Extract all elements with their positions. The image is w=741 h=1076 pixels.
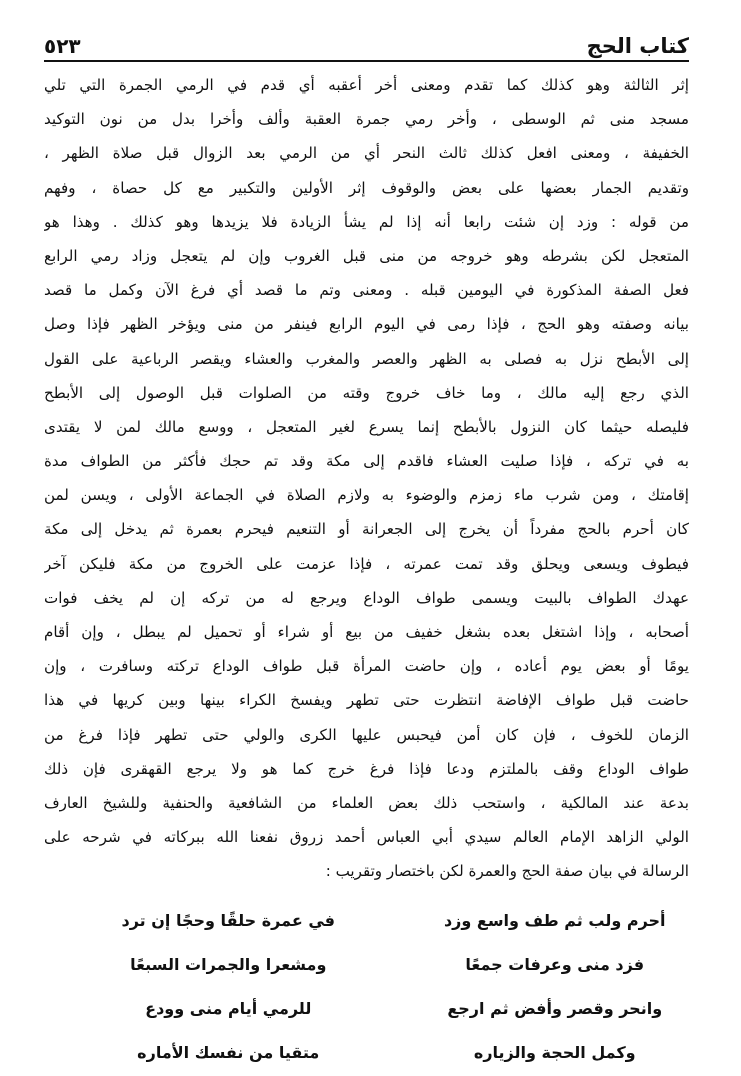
body-text (44, 68, 689, 889)
poem (44, 899, 689, 1075)
text-line: كان أحرم بالحج مفرداً أن يخرج إلى الجعرانة أو التنعيم فيحرم بعمرة ثم يدخل إلى مكة (44, 520, 689, 539)
text-line: من قوله : وزد إن شئت رابعا أنه إذا لم يشأ الزيادة فلا يزيدها وهو كذلك . وهذا هو (44, 212, 689, 231)
text-line: طواف الوداع وقف بالملتزم ودعا فإذا فرغ خرج كما هو ولا يرجع القهقرى فإن ذلك (44, 759, 689, 778)
text-line: مسجد منى ثم الوسطى ، وأخر رمي جمرة العقبة وألف وأخرا بدل من نون التوكيد (44, 110, 689, 129)
poem-verse (44, 987, 689, 1031)
verse-first-hemistich: فزد منى وعرفات جمعًا (465, 954, 645, 974)
text-line: الخفيفة ، ومعنى افعل كذلك ثالث النحر أي من الرمي بعد الزوال قبل صلاة الظهر ، (44, 144, 689, 163)
text-line: الزمان للخوف ، فإن كان أمن فيحبس عليها الكرى والولي حتى تطهر فإذا فرغ من (44, 725, 689, 744)
poem-verse (44, 1031, 689, 1075)
text-line: إقامتك ، ومن شرب ماء زمزم والوضوء به ولازم الصلاة في الجماعة الأولى ، ويسن لمن (44, 486, 689, 505)
page-number: ٥٢٣ (44, 34, 81, 58)
text-line: فيطوف ويسعى ويحلق وقد تمت عمرته ، فإذا عزمت على الخروج من مكة فليكن آخر (44, 554, 689, 573)
text-line: فليصله حيثما كان النزول بالأبطح إنما يسرع لغير المتعجل ، ووسع مالك لمن لا يقتدى (44, 417, 689, 436)
verse-first-hemistich: وكمل الحجة والزياره (473, 1042, 636, 1062)
text-line: بيانه وصفته وهو الحج ، فإذا رمى في اليوم الرابع فينفر من منى ويؤخر الظهر فإذا وصل (44, 315, 689, 334)
book-title: كتاب الحج (586, 34, 689, 58)
verse-second-hemistich: متقيا من نفسك الأماره (137, 1042, 320, 1062)
verse-second-hemistich: للرمي أيام منى وودع (145, 998, 312, 1018)
text-line: المتعجل لكن بشرطه وهو خروجه من منى قبل الغروب وإن لم يتعجل وزاد رمي الرابع (44, 246, 689, 265)
verse-second-hemistich: ومشعرا والجمرات السبعًا (130, 954, 327, 974)
verse-second-hemistich: في عمرة حلقًا وحجًا إن ترد (121, 910, 335, 930)
text-line: الذي رجع إليه مالك ، وما خاف خروج وقته من الصلوات قبل الوصول إلى الأبطح (44, 383, 689, 402)
text-line: يومًا أو بعض يوم أعاده ، وإن حاضت المرأة قبل طواف الوداع تركته وسافرت ، وإن (44, 657, 689, 676)
poem-verse (44, 943, 689, 987)
page-header (44, 26, 689, 62)
text-line: الرسالة في بيان صفة الحج والعمرة لكن باختصار وتقريب : (325, 862, 689, 881)
text-line: بدعة عند المالكية ، واستحب ذلك بعض العلماء من الشافعية والحنفية وللشيخ العارف (44, 793, 689, 812)
text-line: عهدك الطواف بالبيت ويسمى طواف الوداع ويرجع له من تركه إن لم يخف فوات (44, 588, 689, 607)
text-line: وتقديم الجمار بعضها على بعض والوقوف إثر الأولين والتكبير مع كل حصاة ، وفهم (44, 178, 689, 197)
verse-first-hemistich: أحرم ولب ثم طف واسع وزد (443, 910, 666, 930)
text-line: به في تركه ، فإذا صليت العشاء فاقدم إلى مكة وقد تم حجك فأكثر من الطواف مدة (44, 452, 689, 471)
verse-first-hemistich: وانحر وقصر وأفض ثم ارجع (447, 998, 663, 1018)
text-line: فعل الصفة المذكورة في اليومين قبله . ومعنى وتم ما قصد أي فرغ الآن وكمل ما قصد (44, 281, 689, 300)
text-line: أصحابه ، وإذا اشتغل بعده بشغل خفيف من بيع أو شراء أو تحميل لم يبطل ، وإن أقام (44, 623, 689, 641)
text-line: حاضت قبل طواف الإفاضة انتظرت حتى تطهر ويفسخ الكراء بينها وبين كريها في هذا (44, 691, 689, 710)
poem-verse (44, 899, 689, 943)
text-line: إثر الثالثة وهو كذلك كما تقدم ومعنى أخر أعقبه أي قدم في الرمي الجمرة التي تلي (44, 76, 689, 94)
text-line: الولي الزاهد الإمام العالم سيدي أبي العباس أحمد زروق نفعنا الله ببركاته في شرحه على (44, 828, 689, 847)
text-line: إلى الأبطح نزل به فصلى به الظهر والعصر والمغرب والعشاء ويقصر الرباعية على القول (44, 349, 689, 368)
